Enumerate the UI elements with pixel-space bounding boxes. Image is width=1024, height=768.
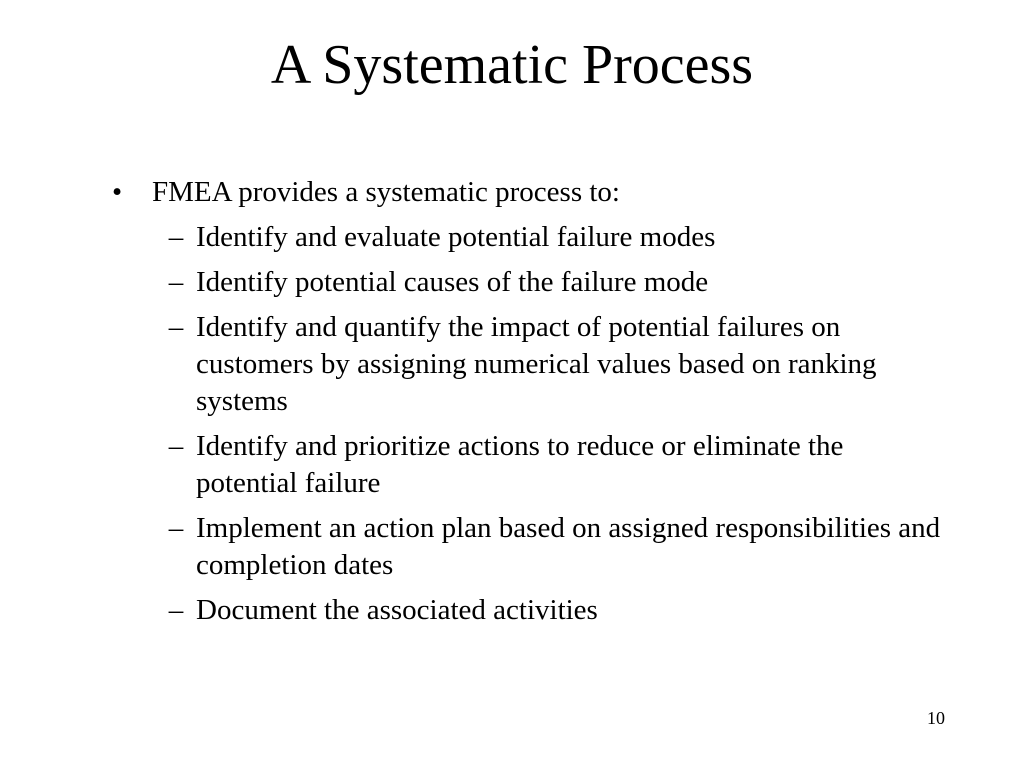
bullet-item: [112, 174, 942, 211]
dash-marker: –: [168, 512, 184, 544]
page-number: 10: [927, 708, 945, 728]
sub-bullet-text: Document the associated activities: [196, 594, 598, 626]
sub-bullet-item: [156, 264, 942, 301]
sub-bullet-item: [156, 219, 942, 256]
sub-bullet-text: Identify potential causes of the failure mode: [196, 266, 709, 298]
sub-bullet-text: Identify and evaluate potential failure modes: [196, 221, 716, 253]
sub-bullet-item: [156, 309, 942, 420]
sub-bullet-item: [156, 592, 942, 629]
slide-title: A Systematic Process: [270, 34, 754, 96]
dash-marker: –: [168, 594, 184, 626]
sub-bullet-list: [112, 219, 942, 629]
slide-body: [112, 174, 942, 637]
sub-bullet-text: Identify and quantify the impact of potential failures on customers by assigning numerical values based on ranking systems: [196, 311, 877, 417]
sub-bullet-item: [156, 510, 942, 584]
sub-bullet-item: [156, 428, 942, 502]
bullet-marker: •: [112, 176, 123, 208]
dash-marker: –: [168, 221, 184, 253]
dash-marker: –: [168, 311, 184, 343]
dash-marker: –: [168, 430, 184, 462]
bullet-text: FMEA provides a systematic process to:: [152, 176, 620, 208]
sub-bullet-text: Identify and prioritize actions to reduce or eliminate the potential failure: [196, 430, 844, 499]
sub-bullet-text: Implement an action plan based on assigned responsibilities and completion dates: [196, 512, 941, 581]
dash-marker: –: [168, 266, 184, 298]
